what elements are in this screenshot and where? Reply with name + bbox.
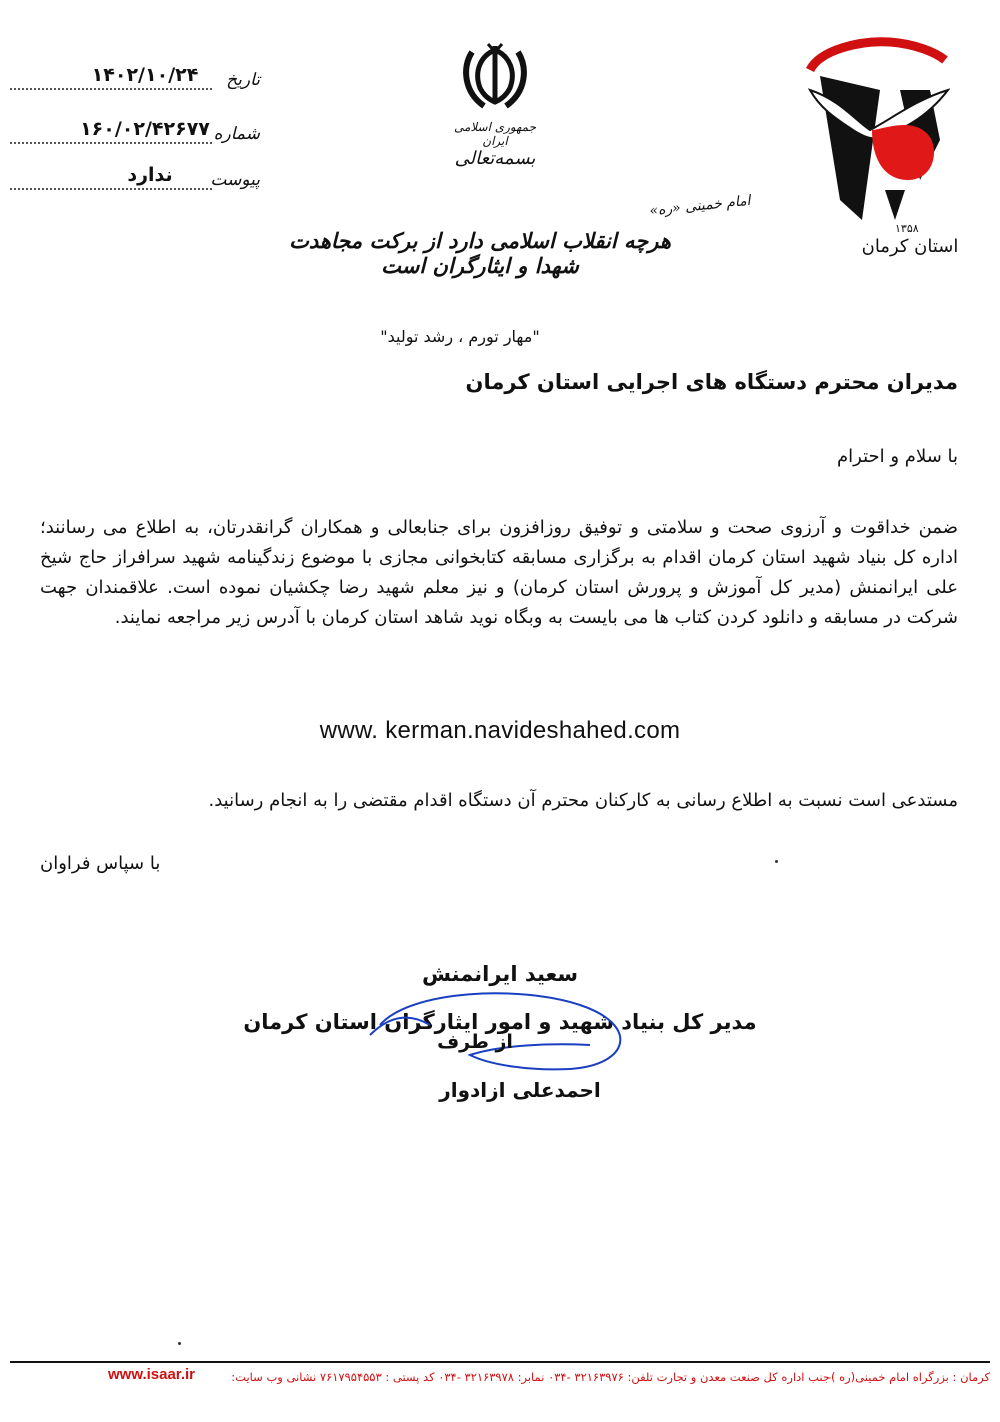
scan-speck	[178, 1342, 181, 1345]
footer-website-link[interactable]: www.isaar.ir	[108, 1366, 195, 1383]
national-emblem	[440, 42, 550, 148]
attachment-field	[10, 160, 260, 194]
number-value: ۱۶۰/۰۲/۴۲۶۷۷	[80, 118, 210, 140]
number-label: شماره	[213, 124, 260, 144]
iran-emblem-icon	[460, 42, 530, 114]
foundation-logo	[800, 30, 950, 230]
date-value: ۱۴۰۲/۱۰/۲۴	[91, 64, 199, 86]
contest-website-link[interactable]: www. kerman.navideshahed.com	[319, 717, 681, 744]
scan-speck	[775, 860, 778, 863]
date-label: تاریخ	[226, 70, 260, 90]
date-dotted-line	[10, 88, 212, 90]
number-field	[10, 114, 260, 148]
on-behalf-label: از طرف	[437, 1031, 513, 1053]
bismillah: بسمه‌تعالی	[454, 148, 536, 169]
footer-divider	[10, 1361, 990, 1363]
closing-line: با سپاس فراوان	[40, 853, 161, 874]
signer-name: سعید ایرانمنش	[421, 962, 579, 986]
martyr-foundation-logo-icon	[800, 30, 950, 230]
greeting: با سلام و احترام	[837, 446, 958, 467]
body-paragraph: ضمن خداقوت و آرزوی صحت و سلامتی و توفیق روزافزون برای جنابعالی و همکاران گرانقدرتان، به اطلاع می رسانند؛ اداره کل بنیاد شهید استان کرمان اقدام به برگزاری مسابقه کتابخوانی مجازی با موضوع زندگینامه شهید سرافراز حاج شیخ علی ایرانمنش (مدیر کل آموزش و پرورش استان کرمان) و نیز معلم شهید رضا چکشیان نموده است. علاقمندان جهت شرکت در مسابقه و دانلود کردن کتاب ها می بایست به وبگاه نوید شاهد استان کرمان با آدرس زیر مراجعه نمایند.	[40, 517, 958, 628]
quote-author: امام خمینی «ره»	[648, 192, 752, 220]
handwritten-signature	[350, 985, 670, 1075]
attachment-dotted-line	[10, 188, 212, 190]
recipient-heading: مدیران محترم دستگاه های اجرایی استان کرمان	[465, 370, 958, 394]
logo-year: ۱۳۵۸	[895, 222, 919, 235]
deputy-name: احمدعلی ازادوار	[439, 1078, 601, 1102]
header-quote: هرچه انقلاب اسلامی دارد از برکت مجاهدت شهدا و ایثارگران است	[289, 228, 671, 278]
request-paragraph: مستدعی است نسبت به اطلاع رسانی به کارکنان محترم آن دستگاه اقدام مقتضی را به انجام رسانید.	[208, 790, 958, 811]
footer-contact-info: جنب اداره کل صنعت معدن و تجارت تلفن: ۳۲۱۶۳۹۷۶ -۰۳۴ نمابر: ۳۲۱۶۳۹۷۸ -۰۳۴ کد پستی : ۷۶۱۷۹۵۴۵۵۳ نشانی وب سایت:	[231, 1370, 830, 1384]
province-label: استان کرمان	[861, 236, 959, 257]
year-slogan: "مهار تورم ، رشد تولید"	[380, 327, 540, 346]
attachment-value: ندارد	[127, 164, 173, 186]
number-dotted-line	[10, 142, 212, 144]
signer-title: مدیر کل بنیاد شهید و امور ایثارگران استان کرمان	[243, 1010, 757, 1034]
date-field	[10, 60, 260, 94]
attachment-label: پیوست	[210, 170, 260, 190]
emblem-caption: جمهوری اسلامی ایران	[453, 120, 537, 148]
footer-address-prefix: کرمان : بزرگراه امام خمینی(ره )-	[826, 1370, 990, 1384]
